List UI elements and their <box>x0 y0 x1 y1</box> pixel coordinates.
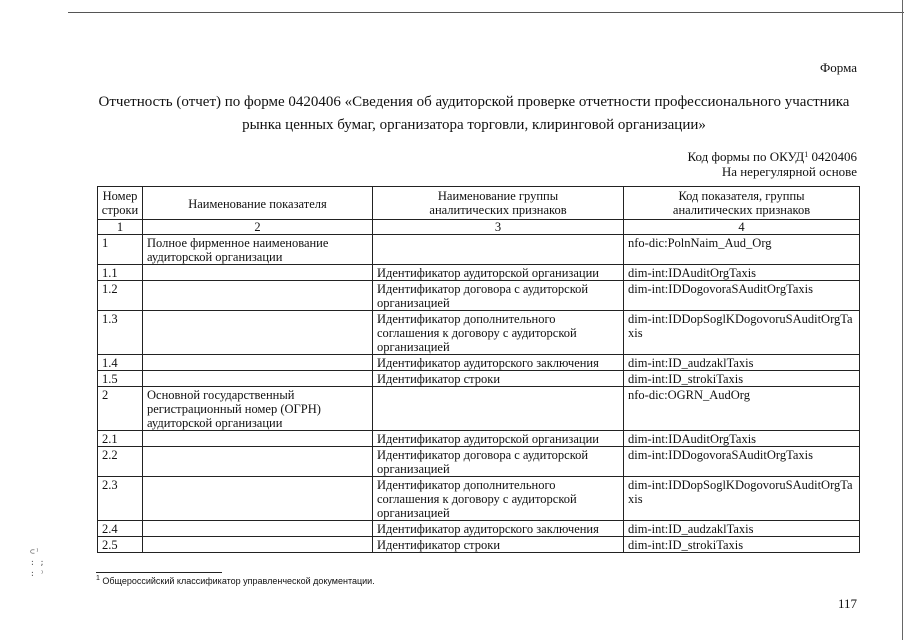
binder-holes-mark: ⊂⁾ : ; : ⁾ <box>30 547 45 578</box>
table-row <box>98 235 860 265</box>
page-right-border <box>902 0 903 640</box>
row-number: 2.4 <box>98 521 143 537</box>
document-title <box>84 91 864 137</box>
header-group-name: Наименование группы аналитических признаков <box>373 187 624 220</box>
column-number: 1 <box>98 220 143 235</box>
indicators-table <box>97 186 860 553</box>
footnote-marker: 1 <box>96 575 100 582</box>
row-number: 1 <box>98 235 143 265</box>
row-number: 2.2 <box>98 447 143 477</box>
header-indicator-name: Наименование показателя <box>143 187 373 220</box>
okud-code-line <box>688 149 857 164</box>
page-number: 117 <box>837 596 857 611</box>
okud-prefix: Код формы по ОКУД <box>687 149 805 164</box>
footnote-separator <box>96 572 222 573</box>
row-number: 1.4 <box>98 355 143 371</box>
table-row <box>98 477 860 521</box>
row-number: 2.5 <box>98 537 143 553</box>
group-name: Идентификатор строки <box>373 537 624 553</box>
group-name: Идентификатор договора с аудиторской организацией <box>373 281 624 311</box>
table-row <box>98 355 860 371</box>
column-number: 2 <box>143 220 373 235</box>
indicator-code: dim-int:IDDopSoglKDogovoruSAuditOrgTaxis <box>624 477 860 521</box>
indicator-name: Полное фирменное наименование аудиторской организации <box>143 235 373 265</box>
table-row <box>98 311 860 355</box>
indicator-name <box>143 281 373 311</box>
column-number: 4 <box>624 220 860 235</box>
indicator-name <box>143 521 373 537</box>
table-row <box>98 281 860 311</box>
indicator-name <box>143 311 373 355</box>
header-code: Код показателя, группы аналитических признаков <box>624 187 860 220</box>
row-number: 2 <box>98 387 143 431</box>
group-name: Идентификатор аудиторской организации <box>373 265 624 281</box>
indicator-name <box>143 447 373 477</box>
indicator-code: dim-int:ID_strokiTaxis <box>624 537 860 553</box>
indicator-code: dim-int:IDAuditOrgTaxis <box>624 431 860 447</box>
table-row <box>98 265 860 281</box>
row-number: 1.3 <box>98 311 143 355</box>
indicator-code: nfo-dic:OGRN_AudOrg <box>624 387 860 431</box>
indicator-code: dim-int:IDDopSoglKDogovoruSAuditOrgTaxis <box>624 311 860 355</box>
row-number: 2.3 <box>98 477 143 521</box>
okud-block <box>688 149 857 179</box>
page-top-border <box>68 12 904 13</box>
indicator-name <box>143 371 373 387</box>
table-row <box>98 537 860 553</box>
okud-footnote-marker: 1 <box>804 150 809 159</box>
report-frequency: На нерегулярной основе <box>721 164 857 179</box>
footnote <box>96 575 375 586</box>
row-number: 1.2 <box>98 281 143 311</box>
group-name: Идентификатор договора с аудиторской организацией <box>373 447 624 477</box>
group-name: Идентификатор аудиторского заключения <box>373 521 624 537</box>
indicator-name <box>143 537 373 553</box>
row-number: 1.5 <box>98 371 143 387</box>
indicator-code: dim-int:IDDogovoraSAuditOrgTaxis <box>624 447 860 477</box>
table-row <box>98 447 860 477</box>
indicator-name <box>143 265 373 281</box>
indicator-name <box>143 477 373 521</box>
indicator-name <box>143 431 373 447</box>
column-numbers-row <box>98 220 860 235</box>
group-name: Идентификатор аудиторской организации <box>373 431 624 447</box>
group-name: Идентификатор дополнительного соглашения к договору с аудиторской организацией <box>373 311 624 355</box>
title-line-2: рынка ценных бумаг, организатора торговли, клиринговой организации» <box>242 117 706 133</box>
table-row <box>98 521 860 537</box>
table-row <box>98 387 860 431</box>
row-number: 2.1 <box>98 431 143 447</box>
okud-code: 0420406 <box>808 149 857 164</box>
column-number: 3 <box>373 220 624 235</box>
indicator-name <box>143 355 373 371</box>
group-name: Идентификатор дополнительного соглашения к договору с аудиторской организацией <box>373 477 624 521</box>
group-name <box>373 387 624 431</box>
table-row <box>98 371 860 387</box>
title-line-1: Отчетность (отчет) по форме 0420406 «Сведения об аудиторской проверке отчетности профессионального участника <box>98 94 850 110</box>
indicator-code: dim-int:IDAuditOrgTaxis <box>624 265 860 281</box>
footnote-text: Общероссийский классификатор управленческой документации. <box>99 576 375 586</box>
group-name: Идентификатор аудиторского заключения <box>373 355 624 371</box>
indicator-code: dim-int:ID_audzaklTaxis <box>624 355 860 371</box>
indicator-code: dim-int:ID_audzaklTaxis <box>624 521 860 537</box>
indicator-code: nfo-dic:PolnNaim_Aud_Org <box>624 235 860 265</box>
form-label: Форма <box>820 60 857 75</box>
group-name <box>373 235 624 265</box>
header-row-number: Номер строки <box>98 187 143 220</box>
group-name: Идентификатор строки <box>373 371 624 387</box>
indicator-code: dim-int:ID_strokiTaxis <box>624 371 860 387</box>
indicator-name: Основной государственный регистрационный номер (ОГРН) аудиторской организации <box>143 387 373 431</box>
table-header-row <box>98 187 860 220</box>
row-number: 1.1 <box>98 265 143 281</box>
indicator-code: dim-int:IDDogovoraSAuditOrgTaxis <box>624 281 860 311</box>
table-row <box>98 431 860 447</box>
